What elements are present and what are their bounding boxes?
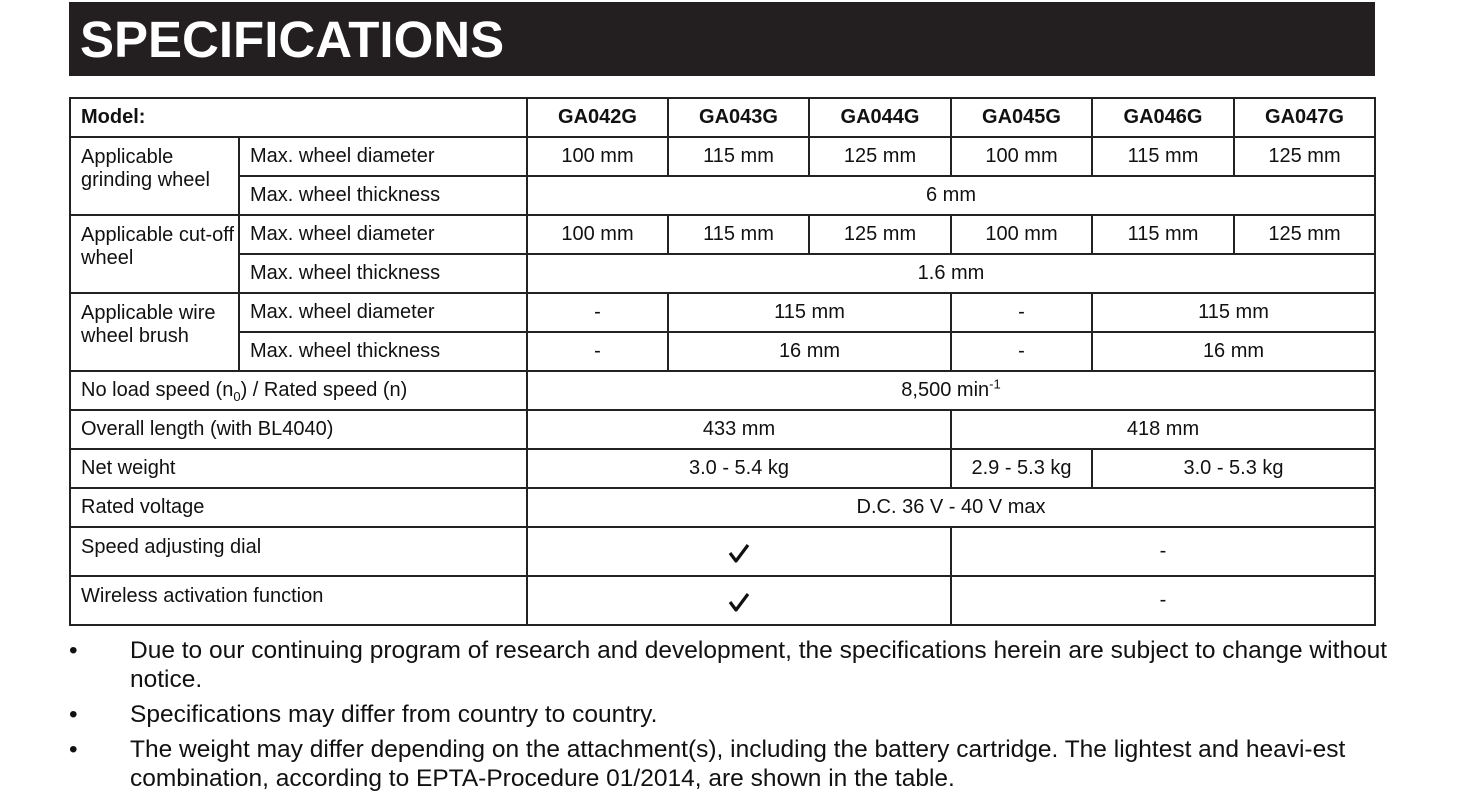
wireless-label: Wireless activation function	[70, 576, 527, 625]
table-cell: 125 mm	[1234, 137, 1375, 176]
speed-label-text: No load speed (n	[81, 379, 234, 401]
checkmark-icon	[728, 591, 750, 613]
table-cell: 100 mm	[527, 215, 668, 254]
table-cell: -	[951, 293, 1092, 332]
table-cell: 433 mm	[527, 410, 951, 449]
table-row-wire-thickness	[70, 332, 1375, 371]
table-row-cutoff-thickness	[70, 254, 1375, 293]
voltage-label: Rated voltage	[70, 488, 527, 527]
grinding-thickness-label: Max. wheel thickness	[239, 176, 527, 215]
table-cell: 115 mm	[668, 137, 809, 176]
bullet: •	[69, 637, 78, 664]
speed-label-text-end: ) / Rated speed (n)	[240, 379, 408, 401]
wire-brush-group-label: Applicable wire wheel brush	[70, 293, 239, 371]
table-row-wire-diameter	[70, 293, 1375, 332]
note-text: Specifications may differ from country to country.	[130, 701, 658, 728]
table-row-cutoff-diameter	[70, 215, 1375, 254]
table-cell: 16 mm	[668, 332, 951, 371]
speed-label	[70, 371, 527, 410]
table-cell: 3.0 - 5.4 kg	[527, 449, 951, 488]
model-ga042g: GA042G	[527, 98, 668, 137]
grinding-wheel-group-label: Applicable grinding wheel	[70, 137, 239, 215]
table-cell: -	[951, 527, 1375, 576]
bullet: •	[69, 736, 78, 763]
list-item	[69, 700, 1389, 729]
cutoff-wheel-group-label: Applicable cut-off wheel	[70, 215, 239, 293]
model-ga046g: GA046G	[1092, 98, 1234, 137]
table-cell: 16 mm	[1092, 332, 1375, 371]
table-cell: 1.6 mm	[527, 254, 1375, 293]
note-text: Due to our continuing program of research and development, the specifications herein are subject to change without notice.	[130, 637, 1388, 693]
checkmark-icon	[728, 542, 750, 564]
table-cell: 6 mm	[527, 176, 1375, 215]
table-cell: D.C. 36 V - 40 V max	[527, 488, 1375, 527]
weight-label: Net weight	[70, 449, 527, 488]
speed-value-text: 8,500 min	[901, 379, 990, 401]
table-row-speed-dial	[70, 527, 1375, 576]
table-row-length	[70, 410, 1375, 449]
page-title: SPECIFICATIONS	[80, 11, 505, 68]
table-cell: 115 mm	[668, 293, 951, 332]
table-cell: 100 mm	[951, 137, 1092, 176]
table-cell: -	[951, 332, 1092, 371]
model-ga044g: GA044G	[809, 98, 951, 137]
table-cell: 115 mm	[1092, 293, 1375, 332]
table-cell: 418 mm	[951, 410, 1375, 449]
table-row-grinding-thickness	[70, 176, 1375, 215]
table-row-wireless	[70, 576, 1375, 625]
notes-list	[69, 636, 1389, 793]
checkmark-cell	[527, 527, 951, 576]
table-cell: -	[527, 332, 668, 371]
table-cell: 2.9 - 5.3 kg	[951, 449, 1092, 488]
table-cell: 125 mm	[809, 215, 951, 254]
wire-diameter-label: Max. wheel diameter	[239, 293, 527, 332]
table-cell: -	[951, 576, 1375, 625]
bullet: •	[69, 701, 78, 728]
model-ga045g: GA045G	[951, 98, 1092, 137]
speed-value-superscript: -1	[989, 376, 1001, 392]
table-cell: 125 mm	[1234, 215, 1375, 254]
model-ga047g: GA047G	[1234, 98, 1375, 137]
list-item	[69, 636, 1389, 694]
checkmark-cell	[527, 576, 951, 625]
specifications-table	[69, 97, 1376, 626]
list-item	[69, 735, 1389, 793]
wire-thickness-label: Max. wheel thickness	[239, 332, 527, 371]
table-cell: 125 mm	[809, 137, 951, 176]
cutoff-thickness-label: Max. wheel thickness	[239, 254, 527, 293]
table-cell: 115 mm	[668, 215, 809, 254]
speed-value	[527, 371, 1375, 410]
note-text: The weight may differ depending on the attachment(s), including the battery cartridge. The lightest and heavi-est combination, according to EPTA-Procedure 01/2014, are shown in the table.	[130, 736, 1346, 792]
cutoff-diameter-label: Max. wheel diameter	[239, 215, 527, 254]
speed-label-subscript: 0	[233, 389, 241, 404]
table-cell: 3.0 - 5.3 kg	[1092, 449, 1375, 488]
length-label: Overall length (with BL4040)	[70, 410, 527, 449]
table-cell: -	[527, 293, 668, 332]
table-row-grinding-diameter	[70, 137, 1375, 176]
table-cell: 115 mm	[1092, 215, 1234, 254]
table-cell: 100 mm	[527, 137, 668, 176]
table-row-model	[70, 98, 1375, 137]
specifications-header	[69, 2, 1375, 76]
model-ga043g: GA043G	[668, 98, 809, 137]
table-cell: 115 mm	[1092, 137, 1234, 176]
table-row-speed	[70, 371, 1375, 410]
grinding-diameter-label: Max. wheel diameter	[239, 137, 527, 176]
table-cell: 100 mm	[951, 215, 1092, 254]
table-row-voltage	[70, 488, 1375, 527]
model-label: Model:	[70, 98, 527, 137]
speed-dial-label: Speed adjusting dial	[70, 527, 527, 576]
table-row-weight	[70, 449, 1375, 488]
